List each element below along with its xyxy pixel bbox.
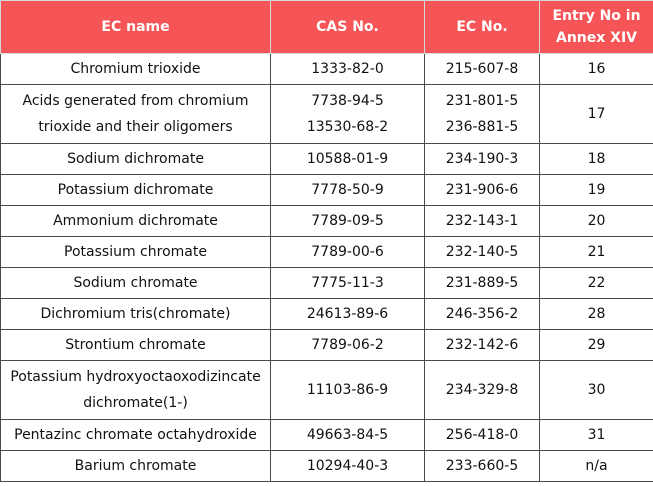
header-entry-no-line2: Annex XIV xyxy=(555,30,637,46)
ec-no-cell xyxy=(425,299,540,330)
ec-name-cell xyxy=(1,361,271,420)
ec-no-cell xyxy=(425,237,540,268)
entry-no-cell: 30 xyxy=(540,361,653,420)
cas-no-cell xyxy=(271,330,425,361)
table-row xyxy=(1,299,653,330)
ec-no-line: 232-140-5 xyxy=(445,244,519,260)
entry-no-cell: 20 xyxy=(540,206,653,237)
cas-no-line: 13530-68-2 xyxy=(306,119,389,135)
cas-no-line: 7789-06-2 xyxy=(311,337,384,353)
ec-name-line: trioxide and their oligomers xyxy=(38,119,233,135)
cas-no-line: 7775-11-3 xyxy=(311,275,384,291)
ec-name-cell xyxy=(1,268,271,299)
entry-no-cell: 18 xyxy=(540,144,653,175)
cas-no-line: 49663-84-5 xyxy=(306,427,389,443)
cas-no-line: 24613-89-6 xyxy=(306,306,389,322)
ec-no-line: 234-329-8 xyxy=(445,382,519,398)
ec-no-cell xyxy=(425,330,540,361)
ec-name-cell xyxy=(1,299,271,330)
ec-name-line: Pentazinc chromate octahydroxide xyxy=(14,427,257,443)
table-row xyxy=(1,54,653,85)
ec-name-line: Chromium trioxide xyxy=(70,61,201,77)
ec-no-line: 215-607-8 xyxy=(445,61,519,77)
ec-no-cell xyxy=(425,85,540,144)
ec-name-line: Potassium hydroxyoctaoxodizincate xyxy=(10,369,261,385)
ec-name-line: Strontium chromate xyxy=(65,337,206,353)
header-row xyxy=(1,1,653,54)
ec-name-line: Sodium chromate xyxy=(73,275,198,291)
cas-no-line: 10294-40-3 xyxy=(306,458,389,474)
table-row xyxy=(1,451,653,482)
ec-no-line: 256-418-0 xyxy=(445,427,519,443)
table-body xyxy=(1,54,653,482)
ec-name-cell xyxy=(1,420,271,451)
entry-no-cell: 16 xyxy=(540,54,653,85)
header-ec-name: EC name xyxy=(1,1,271,54)
ec-name-line: Barium chromate xyxy=(74,458,197,474)
ec-no-cell xyxy=(425,268,540,299)
cas-no-cell xyxy=(271,299,425,330)
ec-name-cell xyxy=(1,144,271,175)
entry-no-cell: 21 xyxy=(540,237,653,268)
ec-no-cell xyxy=(425,451,540,482)
cas-no-line: 7789-09-5 xyxy=(311,213,384,229)
ec-no-cell xyxy=(425,420,540,451)
ec-name-cell xyxy=(1,85,271,144)
cas-no-cell xyxy=(271,206,425,237)
ec-no-cell xyxy=(425,54,540,85)
entry-no-cell: 17 xyxy=(540,85,653,144)
table-row xyxy=(1,268,653,299)
cas-no-cell xyxy=(271,268,425,299)
ec-no-line: 233-660-5 xyxy=(445,458,519,474)
cas-no-cell xyxy=(271,451,425,482)
ec-name-cell xyxy=(1,206,271,237)
entry-no-cell: 29 xyxy=(540,330,653,361)
ec-no-line: 236-881-5 xyxy=(445,119,519,135)
entry-no-cell: 22 xyxy=(540,268,653,299)
entry-no-cell: 19 xyxy=(540,175,653,206)
cas-no-line: 1333-82-0 xyxy=(311,61,384,77)
ec-name-line: Ammonium dichromate xyxy=(53,213,218,229)
ec-no-cell xyxy=(425,361,540,420)
cas-no-line: 7789-00-6 xyxy=(311,244,384,260)
cas-no-cell xyxy=(271,237,425,268)
ec-no-line: 231-801-5 xyxy=(445,93,519,109)
ec-name-cell xyxy=(1,330,271,361)
header-entry-no xyxy=(540,1,653,54)
ec-name-line: Dichromium tris(chromate) xyxy=(40,306,231,322)
cas-no-line: 10588-01-9 xyxy=(306,151,389,167)
ec-no-line: 231-889-5 xyxy=(445,275,519,291)
cas-no-line: 7738-94-5 xyxy=(311,93,384,109)
ec-no-line: 231-906-6 xyxy=(445,182,519,198)
ec-name-line: dichromate(1-) xyxy=(83,395,188,411)
cas-no-cell xyxy=(271,420,425,451)
cas-no-cell xyxy=(271,175,425,206)
ec-no-line: 234-190-3 xyxy=(445,151,519,167)
entry-no-cell: n/a xyxy=(540,451,653,482)
ec-no-line: 232-143-1 xyxy=(445,213,519,229)
ec-name-line: Sodium dichromate xyxy=(67,151,204,167)
ec-name-line: Potassium chromate xyxy=(64,244,207,260)
ec-name-cell xyxy=(1,54,271,85)
table-row xyxy=(1,237,653,268)
table-row xyxy=(1,206,653,237)
table-row xyxy=(1,144,653,175)
cas-no-line: 11103-86-9 xyxy=(306,382,389,398)
entry-no-cell: 31 xyxy=(540,420,653,451)
cas-no-cell xyxy=(271,54,425,85)
ec-no-cell xyxy=(425,206,540,237)
table-row xyxy=(1,361,653,420)
ec-no-cell xyxy=(425,175,540,206)
ec-name-cell xyxy=(1,237,271,268)
cas-no-cell xyxy=(271,361,425,420)
ec-no-cell xyxy=(425,144,540,175)
header-cas-no: CAS No. xyxy=(271,1,425,54)
ec-no-line: 232-142-6 xyxy=(445,337,519,353)
cas-no-line: 7778-50-9 xyxy=(311,182,384,198)
ec-name-line: Acids generated from chromium xyxy=(22,93,249,109)
entry-no-cell: 28 xyxy=(540,299,653,330)
cas-no-cell xyxy=(271,144,425,175)
ec-name-cell xyxy=(1,175,271,206)
table-row xyxy=(1,420,653,451)
table-row xyxy=(1,175,653,206)
ec-name-line: Potassium dichromate xyxy=(57,182,214,198)
table-row xyxy=(1,85,653,144)
header-ec-no: EC No. xyxy=(425,1,540,54)
header-entry-no-line1: Entry No in xyxy=(552,8,641,24)
cas-no-cell xyxy=(271,85,425,144)
table-row xyxy=(1,330,653,361)
ec-no-line: 246-356-2 xyxy=(445,306,519,322)
ec-name-cell xyxy=(1,451,271,482)
